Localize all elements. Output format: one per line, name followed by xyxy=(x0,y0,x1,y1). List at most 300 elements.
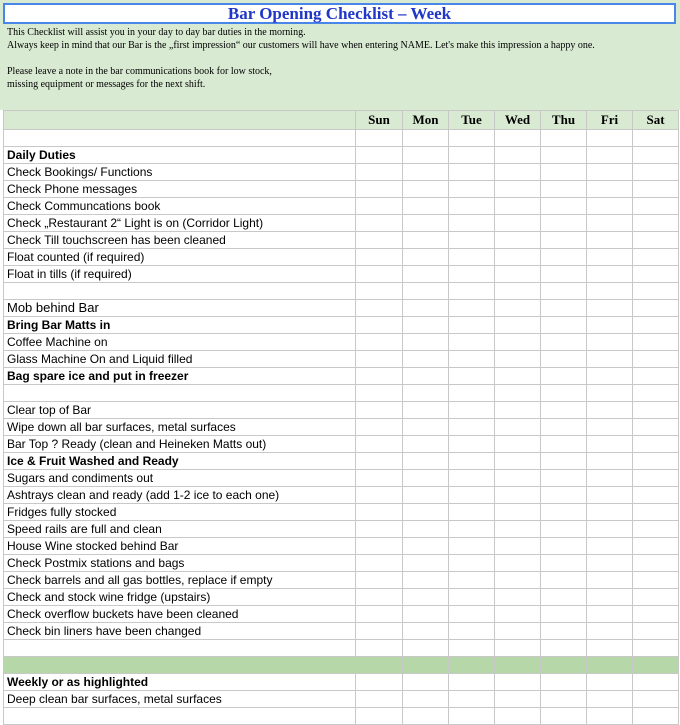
check-cell-fri[interactable] xyxy=(587,402,633,419)
intro-line: This Checklist will assist you in your day to day bar duties in the morning. xyxy=(7,27,306,38)
check-cell-sun[interactable] xyxy=(356,453,403,470)
check-cell-sun[interactable] xyxy=(356,215,403,232)
check-cell-fri[interactable] xyxy=(587,283,633,300)
check-cell-wed[interactable] xyxy=(495,453,541,470)
check-cell-fri[interactable] xyxy=(587,487,633,504)
check-cell-sat[interactable] xyxy=(633,232,679,249)
check-cell-wed[interactable] xyxy=(495,283,541,300)
check-cell-fri[interactable] xyxy=(587,640,633,657)
check-cell-sun[interactable] xyxy=(356,504,403,521)
check-cell-sat[interactable] xyxy=(633,453,679,470)
check-cell-wed[interactable] xyxy=(495,300,541,317)
task-label-cell[interactable]: Check overflow buckets have been cleaned xyxy=(4,606,356,623)
task-label-cell[interactable]: Check barrels and all gas bottles, replace if empty xyxy=(4,572,356,589)
check-cell-tue[interactable] xyxy=(449,691,495,708)
check-cell-mon[interactable] xyxy=(403,504,449,521)
check-cell-thu[interactable] xyxy=(541,181,587,198)
check-cell-wed[interactable] xyxy=(495,368,541,385)
check-cell-wed[interactable] xyxy=(495,691,541,708)
check-cell-tue[interactable] xyxy=(449,215,495,232)
check-cell-thu[interactable] xyxy=(541,589,587,606)
check-cell-sun[interactable] xyxy=(356,368,403,385)
check-cell-thu[interactable] xyxy=(541,436,587,453)
check-cell-fri[interactable] xyxy=(587,130,633,147)
check-cell-sun[interactable] xyxy=(356,334,403,351)
check-cell-sat[interactable] xyxy=(633,572,679,589)
check-cell-fri[interactable] xyxy=(587,606,633,623)
check-cell-thu[interactable] xyxy=(541,538,587,555)
check-cell-tue[interactable] xyxy=(449,198,495,215)
check-cell-tue[interactable] xyxy=(449,657,495,674)
check-cell-sun[interactable] xyxy=(356,232,403,249)
check-cell-sun[interactable] xyxy=(356,521,403,538)
check-cell-thu[interactable] xyxy=(541,215,587,232)
check-cell-fri[interactable] xyxy=(587,317,633,334)
check-cell-sun[interactable] xyxy=(356,606,403,623)
check-cell-thu[interactable] xyxy=(541,385,587,402)
check-cell-wed[interactable] xyxy=(495,708,541,725)
check-cell-fri[interactable] xyxy=(587,198,633,215)
table-row xyxy=(4,504,679,521)
check-cell-thu[interactable] xyxy=(541,232,587,249)
check-cell-mon[interactable] xyxy=(403,453,449,470)
check-cell-mon[interactable] xyxy=(403,351,449,368)
task-label-cell[interactable]: Ice & Fruit Washed and Ready xyxy=(4,453,356,470)
check-cell-mon[interactable] xyxy=(403,402,449,419)
check-cell-mon[interactable] xyxy=(403,215,449,232)
task-label-cell[interactable]: Speed rails are full and clean xyxy=(4,521,356,538)
check-cell-sun[interactable] xyxy=(356,317,403,334)
task-label-cell[interactable]: Clear top of Bar xyxy=(4,402,356,419)
check-cell-mon[interactable] xyxy=(403,181,449,198)
check-cell-thu[interactable] xyxy=(541,555,587,572)
check-cell-sat[interactable] xyxy=(633,657,679,674)
day-header-mon[interactable]: Mon xyxy=(403,111,449,130)
check-cell-sat[interactable] xyxy=(633,351,679,368)
check-cell-sun[interactable] xyxy=(356,181,403,198)
check-cell-thu[interactable] xyxy=(541,640,587,657)
check-cell-fri[interactable] xyxy=(587,232,633,249)
checklist-header xyxy=(0,0,680,110)
check-cell-sat[interactable] xyxy=(633,487,679,504)
check-cell-sun[interactable] xyxy=(356,674,403,691)
check-cell-thu[interactable] xyxy=(541,606,587,623)
check-cell-mon[interactable] xyxy=(403,300,449,317)
check-cell-fri[interactable] xyxy=(587,623,633,640)
check-cell-tue[interactable] xyxy=(449,521,495,538)
table-row xyxy=(4,589,679,606)
task-label-cell[interactable]: Glass Machine On and Liquid filled xyxy=(4,351,356,368)
check-cell-fri[interactable] xyxy=(587,589,633,606)
table-row xyxy=(4,487,679,504)
checklist-table xyxy=(3,110,679,725)
check-cell-mon[interactable] xyxy=(403,130,449,147)
check-cell-sun[interactable] xyxy=(356,249,403,266)
check-cell-wed[interactable] xyxy=(495,572,541,589)
check-cell-fri[interactable] xyxy=(587,572,633,589)
check-cell-sun[interactable] xyxy=(356,691,403,708)
task-label-cell[interactable]: Coffee Machine on xyxy=(4,334,356,351)
check-cell-sun[interactable] xyxy=(356,555,403,572)
check-cell-wed[interactable] xyxy=(495,266,541,283)
check-cell-wed[interactable] xyxy=(495,215,541,232)
check-cell-sat[interactable] xyxy=(633,708,679,725)
check-cell-thu[interactable] xyxy=(541,334,587,351)
check-cell-sat[interactable] xyxy=(633,385,679,402)
check-cell-mon[interactable] xyxy=(403,147,449,164)
check-cell-wed[interactable] xyxy=(495,521,541,538)
check-cell-sun[interactable] xyxy=(356,640,403,657)
check-cell-fri[interactable] xyxy=(587,657,633,674)
task-label-cell[interactable]: Bag spare ice and put in freezer xyxy=(4,368,356,385)
check-cell-mon[interactable] xyxy=(403,487,449,504)
check-cell-mon[interactable] xyxy=(403,640,449,657)
check-cell-fri[interactable] xyxy=(587,385,633,402)
check-cell-sun[interactable] xyxy=(356,487,403,504)
check-cell-tue[interactable] xyxy=(449,453,495,470)
day-header-thu[interactable]: Thu xyxy=(541,111,587,130)
check-cell-sun[interactable] xyxy=(356,470,403,487)
day-header-tue[interactable]: Tue xyxy=(449,111,495,130)
check-cell-thu[interactable] xyxy=(541,283,587,300)
check-cell-sat[interactable] xyxy=(633,181,679,198)
check-cell-tue[interactable] xyxy=(449,351,495,368)
check-cell-sat[interactable] xyxy=(633,589,679,606)
check-cell-fri[interactable] xyxy=(587,504,633,521)
task-label-cell[interactable]: Daily Duties xyxy=(4,147,356,164)
task-label-cell[interactable]: Check Phone messages xyxy=(4,181,356,198)
check-cell-mon[interactable] xyxy=(403,198,449,215)
check-cell-thu[interactable] xyxy=(541,130,587,147)
check-cell-tue[interactable] xyxy=(449,419,495,436)
check-cell-sat[interactable] xyxy=(633,436,679,453)
check-cell-tue[interactable] xyxy=(449,708,495,725)
check-cell-sat[interactable] xyxy=(633,555,679,572)
check-cell-fri[interactable] xyxy=(587,368,633,385)
check-cell-wed[interactable] xyxy=(495,487,541,504)
check-cell-sat[interactable] xyxy=(633,266,679,283)
task-label-cell[interactable]: Float counted (if required) xyxy=(4,249,356,266)
check-cell-fri[interactable] xyxy=(587,300,633,317)
check-cell-sun[interactable] xyxy=(356,436,403,453)
check-cell-fri[interactable] xyxy=(587,521,633,538)
check-cell-sun[interactable] xyxy=(356,147,403,164)
day-header-sat[interactable]: Sat xyxy=(633,111,679,130)
task-label-cell[interactable]: Check „Restaurant 2“ Light is on (Corridor Light) xyxy=(4,215,356,232)
check-cell-sat[interactable] xyxy=(633,606,679,623)
check-cell-thu[interactable] xyxy=(541,691,587,708)
table-row xyxy=(4,266,679,283)
check-cell-sun[interactable] xyxy=(356,589,403,606)
check-cell-thu[interactable] xyxy=(541,266,587,283)
task-label-cell[interactable]: Bar Top ? Ready (clean and Heineken Matts out) xyxy=(4,436,356,453)
check-cell-fri[interactable] xyxy=(587,674,633,691)
check-cell-fri[interactable] xyxy=(587,351,633,368)
check-cell-tue[interactable] xyxy=(449,436,495,453)
task-label-cell[interactable]: Check Postmix stations and bags xyxy=(4,555,356,572)
check-cell-fri[interactable] xyxy=(587,181,633,198)
check-cell-thu[interactable] xyxy=(541,504,587,521)
day-header-wed[interactable]: Wed xyxy=(495,111,541,130)
check-cell-tue[interactable] xyxy=(449,147,495,164)
check-cell-tue[interactable] xyxy=(449,266,495,283)
check-cell-tue[interactable] xyxy=(449,368,495,385)
check-cell-fri[interactable] xyxy=(587,708,633,725)
check-cell-mon[interactable] xyxy=(403,249,449,266)
check-cell-sun[interactable] xyxy=(356,266,403,283)
task-label-cell[interactable]: Bring Bar Matts in xyxy=(4,317,356,334)
check-cell-thu[interactable] xyxy=(541,368,587,385)
check-cell-mon[interactable] xyxy=(403,555,449,572)
check-cell-thu[interactable] xyxy=(541,317,587,334)
check-cell-wed[interactable] xyxy=(495,130,541,147)
check-cell-tue[interactable] xyxy=(449,640,495,657)
check-cell-tue[interactable] xyxy=(449,487,495,504)
check-cell-thu[interactable] xyxy=(541,147,587,164)
check-cell-wed[interactable] xyxy=(495,147,541,164)
check-cell-mon[interactable] xyxy=(403,385,449,402)
check-cell-wed[interactable] xyxy=(495,436,541,453)
check-cell-wed[interactable] xyxy=(495,232,541,249)
check-cell-mon[interactable] xyxy=(403,623,449,640)
check-cell-sun[interactable] xyxy=(356,572,403,589)
check-cell-wed[interactable] xyxy=(495,640,541,657)
check-cell-mon[interactable] xyxy=(403,657,449,674)
check-cell-fri[interactable] xyxy=(587,436,633,453)
check-cell-sun[interactable] xyxy=(356,623,403,640)
table-row xyxy=(4,674,679,691)
check-cell-mon[interactable] xyxy=(403,538,449,555)
check-cell-wed[interactable] xyxy=(495,334,541,351)
check-cell-wed[interactable] xyxy=(495,589,541,606)
check-cell-mon[interactable] xyxy=(403,521,449,538)
check-cell-fri[interactable] xyxy=(587,215,633,232)
check-cell-wed[interactable] xyxy=(495,657,541,674)
check-cell-wed[interactable] xyxy=(495,555,541,572)
check-cell-mon[interactable] xyxy=(403,317,449,334)
check-cell-wed[interactable] xyxy=(495,317,541,334)
check-cell-sun[interactable] xyxy=(356,657,403,674)
check-cell-tue[interactable] xyxy=(449,606,495,623)
task-label-cell[interactable]: Sugars and condiments out xyxy=(4,470,356,487)
check-cell-wed[interactable] xyxy=(495,402,541,419)
task-label-cell[interactable]: Mob behind Bar xyxy=(4,300,356,317)
check-cell-wed[interactable] xyxy=(495,504,541,521)
check-cell-tue[interactable] xyxy=(449,470,495,487)
day-header-fri[interactable]: Fri xyxy=(587,111,633,130)
check-cell-thu[interactable] xyxy=(541,300,587,317)
check-cell-sat[interactable] xyxy=(633,623,679,640)
check-cell-wed[interactable] xyxy=(495,470,541,487)
check-cell-tue[interactable] xyxy=(449,300,495,317)
check-cell-mon[interactable] xyxy=(403,266,449,283)
task-label-cell[interactable] xyxy=(4,640,356,657)
check-cell-tue[interactable] xyxy=(449,317,495,334)
check-cell-mon[interactable] xyxy=(403,708,449,725)
task-label-cell[interactable] xyxy=(4,708,356,725)
task-label-cell[interactable]: Check Till touchscreen has been cleaned xyxy=(4,232,356,249)
check-cell-sun[interactable] xyxy=(356,164,403,181)
check-cell-wed[interactable] xyxy=(495,164,541,181)
check-cell-mon[interactable] xyxy=(403,283,449,300)
check-cell-thu[interactable] xyxy=(541,657,587,674)
check-cell-thu[interactable] xyxy=(541,249,587,266)
check-cell-sat[interactable] xyxy=(633,470,679,487)
check-cell-mon[interactable] xyxy=(403,470,449,487)
table-row xyxy=(4,606,679,623)
task-label-cell[interactable] xyxy=(4,283,356,300)
check-cell-sun[interactable] xyxy=(356,419,403,436)
check-cell-fri[interactable] xyxy=(587,555,633,572)
check-cell-tue[interactable] xyxy=(449,334,495,351)
check-cell-thu[interactable] xyxy=(541,453,587,470)
check-cell-sun[interactable] xyxy=(356,538,403,555)
task-label-cell[interactable]: Wipe down all bar surfaces, metal surfaces xyxy=(4,419,356,436)
task-label-cell[interactable]: Check Bookings/ Functions xyxy=(4,164,356,181)
task-label-cell[interactable]: Check Communcations book xyxy=(4,198,356,215)
check-cell-mon[interactable] xyxy=(403,334,449,351)
check-cell-fri[interactable] xyxy=(587,691,633,708)
check-cell-tue[interactable] xyxy=(449,538,495,555)
intro-spacer xyxy=(7,52,675,65)
check-cell-thu[interactable] xyxy=(541,623,587,640)
check-cell-thu[interactable] xyxy=(541,521,587,538)
check-cell-tue[interactable] xyxy=(449,232,495,249)
check-cell-tue[interactable] xyxy=(449,385,495,402)
check-cell-thu[interactable] xyxy=(541,572,587,589)
task-label-cell[interactable] xyxy=(4,130,356,147)
task-label-cell[interactable]: Ashtrays clean and ready (add 1-2 ice to each one) xyxy=(4,487,356,504)
page-title[interactable]: Bar Opening Checklist – Week xyxy=(3,3,676,24)
task-label-cell[interactable]: Fridges fully stocked xyxy=(4,504,356,521)
check-cell-thu[interactable] xyxy=(541,402,587,419)
check-cell-fri[interactable] xyxy=(587,334,633,351)
check-cell-tue[interactable] xyxy=(449,181,495,198)
task-label-cell[interactable]: Weekly or as highlighted xyxy=(4,674,356,691)
check-cell-mon[interactable] xyxy=(403,674,449,691)
task-label-cell[interactable]: Float in tills (if required) xyxy=(4,266,356,283)
check-cell-thu[interactable] xyxy=(541,419,587,436)
check-cell-tue[interactable] xyxy=(449,283,495,300)
task-label-cell[interactable] xyxy=(4,657,356,674)
check-cell-sat[interactable] xyxy=(633,419,679,436)
check-cell-mon[interactable] xyxy=(403,368,449,385)
check-cell-sat[interactable] xyxy=(633,368,679,385)
check-cell-tue[interactable] xyxy=(449,572,495,589)
check-cell-thu[interactable] xyxy=(541,164,587,181)
check-cell-sat[interactable] xyxy=(633,198,679,215)
day-header-spacer[interactable] xyxy=(4,111,356,130)
task-label-cell[interactable]: Check bin liners have been changed xyxy=(4,623,356,640)
check-cell-sat[interactable] xyxy=(633,521,679,538)
check-cell-mon[interactable] xyxy=(403,436,449,453)
check-cell-tue[interactable] xyxy=(449,402,495,419)
check-cell-wed[interactable] xyxy=(495,538,541,555)
check-cell-mon[interactable] xyxy=(403,232,449,249)
check-cell-sun[interactable] xyxy=(356,351,403,368)
check-cell-mon[interactable] xyxy=(403,419,449,436)
task-label-cell[interactable]: House Wine stocked behind Bar xyxy=(4,538,356,555)
check-cell-wed[interactable] xyxy=(495,351,541,368)
check-cell-tue[interactable] xyxy=(449,623,495,640)
check-cell-thu[interactable] xyxy=(541,487,587,504)
check-cell-sat[interactable] xyxy=(633,691,679,708)
check-cell-tue[interactable] xyxy=(449,504,495,521)
check-cell-sat[interactable] xyxy=(633,164,679,181)
check-cell-wed[interactable] xyxy=(495,385,541,402)
check-cell-fri[interactable] xyxy=(587,419,633,436)
check-cell-sun[interactable] xyxy=(356,283,403,300)
check-cell-mon[interactable] xyxy=(403,589,449,606)
check-cell-wed[interactable] xyxy=(495,249,541,266)
check-cell-mon[interactable] xyxy=(403,164,449,181)
check-cell-sat[interactable] xyxy=(633,538,679,555)
check-cell-fri[interactable] xyxy=(587,249,633,266)
check-cell-mon[interactable] xyxy=(403,606,449,623)
check-cell-wed[interactable] xyxy=(495,606,541,623)
check-cell-tue[interactable] xyxy=(449,164,495,181)
check-cell-sat[interactable] xyxy=(633,147,679,164)
check-cell-sun[interactable] xyxy=(356,198,403,215)
check-cell-sat[interactable] xyxy=(633,317,679,334)
check-cell-wed[interactable] xyxy=(495,623,541,640)
check-cell-sat[interactable] xyxy=(633,334,679,351)
check-cell-sun[interactable] xyxy=(356,402,403,419)
check-cell-wed[interactable] xyxy=(495,419,541,436)
check-cell-sat[interactable] xyxy=(633,300,679,317)
check-cell-thu[interactable] xyxy=(541,198,587,215)
check-cell-thu[interactable] xyxy=(541,470,587,487)
check-cell-fri[interactable] xyxy=(587,453,633,470)
check-cell-sat[interactable] xyxy=(633,130,679,147)
check-cell-fri[interactable] xyxy=(587,266,633,283)
check-cell-mon[interactable] xyxy=(403,691,449,708)
check-cell-tue[interactable] xyxy=(449,130,495,147)
check-cell-tue[interactable] xyxy=(449,589,495,606)
check-cell-tue[interactable] xyxy=(449,555,495,572)
check-cell-wed[interactable] xyxy=(495,181,541,198)
check-cell-sat[interactable] xyxy=(633,504,679,521)
check-cell-sun[interactable] xyxy=(356,130,403,147)
check-cell-sat[interactable] xyxy=(633,215,679,232)
check-cell-sat[interactable] xyxy=(633,674,679,691)
check-cell-fri[interactable] xyxy=(587,164,633,181)
day-header-sun[interactable]: Sun xyxy=(356,111,403,130)
check-cell-sun[interactable] xyxy=(356,708,403,725)
check-cell-thu[interactable] xyxy=(541,351,587,368)
check-cell-sat[interactable] xyxy=(633,283,679,300)
check-cell-sat[interactable] xyxy=(633,249,679,266)
check-cell-sun[interactable] xyxy=(356,385,403,402)
check-cell-tue[interactable] xyxy=(449,249,495,266)
check-cell-mon[interactable] xyxy=(403,572,449,589)
check-cell-sat[interactable] xyxy=(633,640,679,657)
check-cell-fri[interactable] xyxy=(587,147,633,164)
check-cell-sat[interactable] xyxy=(633,402,679,419)
check-cell-wed[interactable] xyxy=(495,198,541,215)
check-cell-thu[interactable] xyxy=(541,708,587,725)
check-cell-wed[interactable] xyxy=(495,674,541,691)
task-label-cell[interactable]: Check and stock wine fridge (upstairs) xyxy=(4,589,356,606)
check-cell-fri[interactable] xyxy=(587,470,633,487)
task-label-cell[interactable]: Deep clean bar surfaces, metal surfaces xyxy=(4,691,356,708)
check-cell-thu[interactable] xyxy=(541,674,587,691)
check-cell-fri[interactable] xyxy=(587,538,633,555)
table-row xyxy=(4,300,679,317)
task-label-cell[interactable] xyxy=(4,385,356,402)
check-cell-sun[interactable] xyxy=(356,300,403,317)
check-cell-tue[interactable] xyxy=(449,674,495,691)
